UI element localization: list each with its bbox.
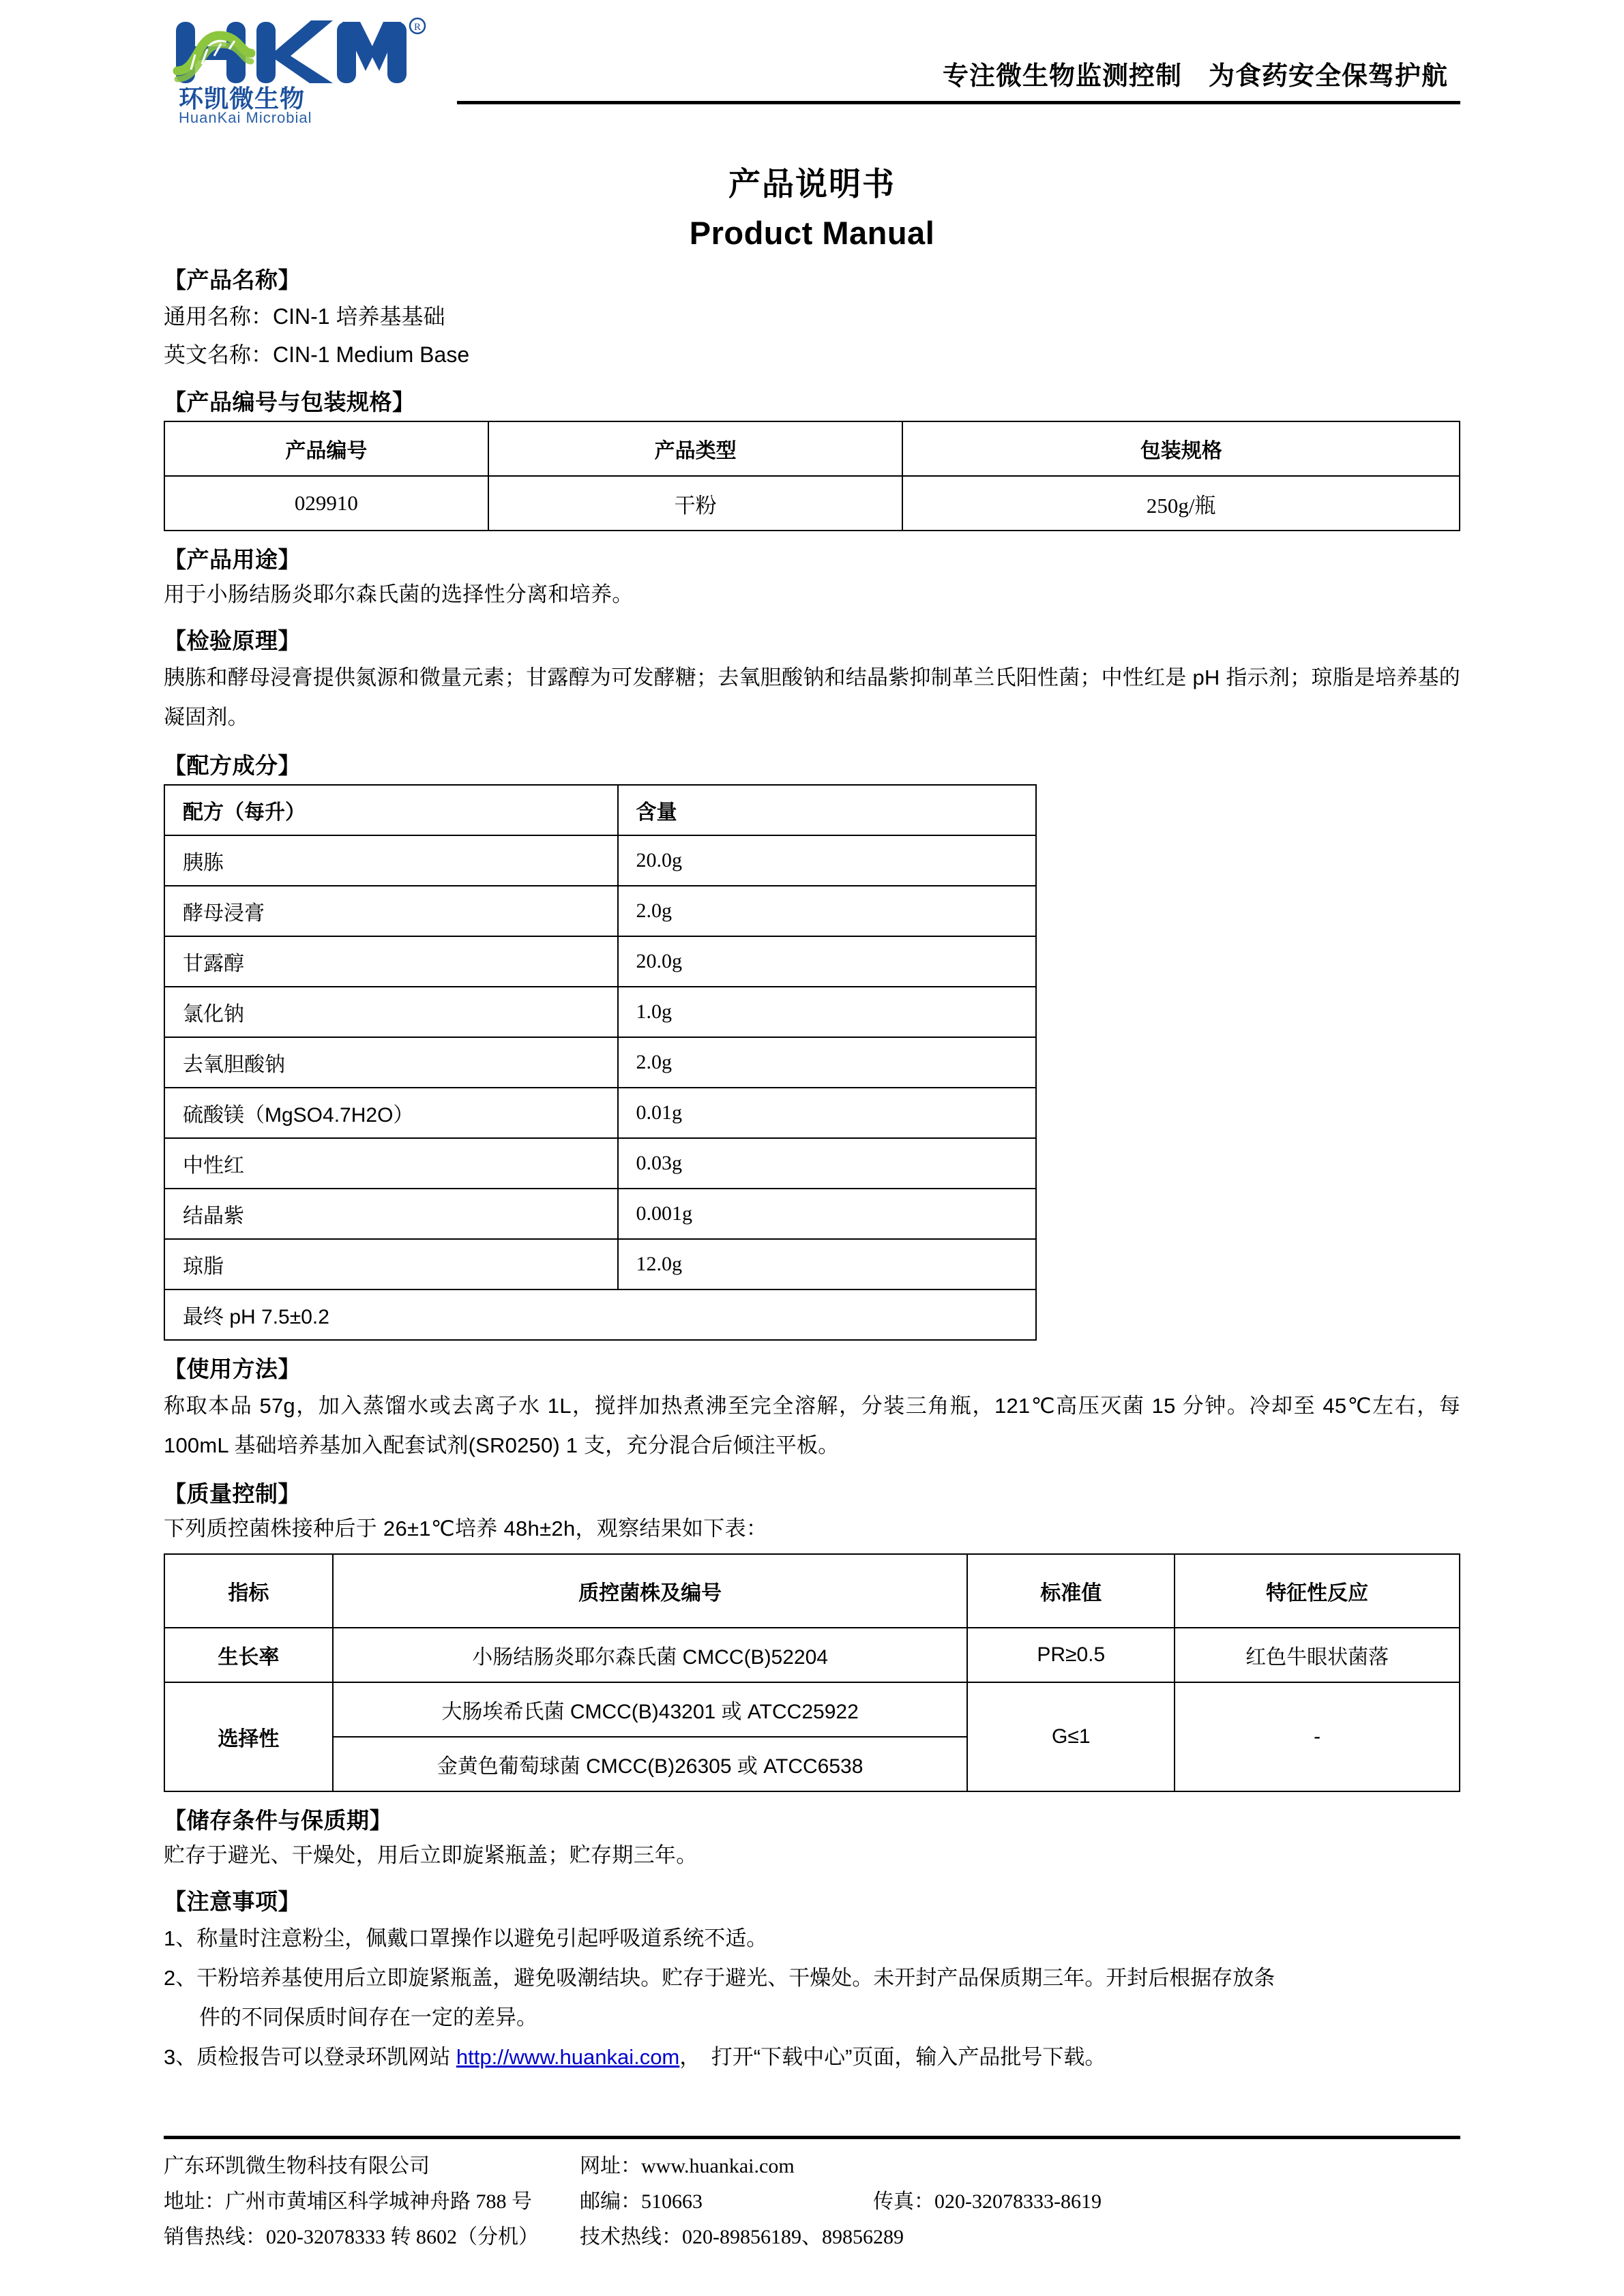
header-divider	[457, 101, 1460, 104]
table-row	[164, 936, 1036, 987]
section-heading-usage: 【使用方法】	[164, 1356, 301, 1382]
table-row	[164, 987, 1036, 1037]
page-title-en: Product Manual	[689, 215, 935, 251]
section-heading-principle: 【检验原理】	[164, 628, 301, 653]
qc-col-reaction: 特征性反应	[1175, 1554, 1460, 1628]
section-heading-notes: 【注意事项】	[164, 1889, 301, 1914]
section-heading-spec: 【产品编号与包装规格】	[164, 389, 415, 415]
section-heading-storage: 【储存条件与保质期】	[164, 1808, 392, 1833]
footer-tech-hotline: 技术热线：020-89856189、89856289	[580, 2226, 904, 2248]
formula-amount: 1.0g	[618, 987, 1036, 1037]
section-heading-product-name: 【产品名称】	[164, 267, 301, 293]
formula-name: 硫酸镁（MgSO4.7H2O）	[164, 1088, 618, 1138]
generic-name-label: 通用名称：	[164, 304, 274, 329]
table-row	[164, 1682, 1460, 1737]
footer-divider	[164, 2136, 1460, 2139]
formula-name: 结晶紫	[164, 1189, 618, 1239]
footer-company: 广东环凯微生物科技有限公司	[164, 2155, 430, 2177]
page-footer	[164, 2136, 1460, 2255]
formula-name: 胰胨	[164, 835, 618, 886]
qc-strain-growth: 小肠结肠炎耶尔森氏菌 CMCC(B)52204	[333, 1628, 968, 1682]
note-number: 2、	[164, 1966, 197, 1990]
formula-name: 去氧胆酸钠	[164, 1037, 618, 1088]
note-number: 1、	[164, 1926, 197, 1950]
formula-name: 酵母浸膏	[164, 886, 618, 936]
spec-col-package: 包装规格	[902, 421, 1460, 476]
table-row	[164, 1088, 1036, 1138]
formula-amount: 0.001g	[618, 1189, 1036, 1239]
table-row	[164, 1239, 1036, 1289]
note-number: 3、	[164, 2045, 197, 2069]
formula-amount: 20.0g	[618, 835, 1036, 886]
table-row	[164, 835, 1036, 886]
spec-table	[164, 421, 1460, 531]
svg-text:R: R	[413, 22, 422, 33]
note-item-2	[164, 1958, 1460, 2038]
qc-strain-ecoli: 大肠埃希氏菌 CMCC(B)43201 或 ATCC25922	[333, 1682, 968, 1737]
usage-text: 称取本品 57g，加入蒸馏水或去离子水 1L，搅拌加热煮沸至完全溶解，分装三角瓶，121℃高压灭菌 15 分钟。冷却至 45℃左右，每 100mL 基础培养基加入配套试剂(SR0250) 1 支，充分混合后倾注平板。	[164, 1394, 1460, 1457]
qc-col-standard: 标准值	[967, 1554, 1175, 1628]
note-text-continued: 件的不同保质时间存在一定的差异。	[199, 2006, 537, 2029]
company-logo	[171, 14, 471, 126]
qc-index-selectivity: 选择性	[164, 1682, 333, 1791]
english-name-value: CIN-1 Medium Base	[273, 342, 470, 367]
table-row	[164, 1628, 1460, 1682]
formula-amount: 0.01g	[618, 1088, 1036, 1138]
formula-col-amount: 含量	[618, 785, 1036, 835]
page-header	[164, 0, 1460, 126]
qc-index-growth: 生长率	[164, 1628, 333, 1682]
note-text-before-link: 质检报告可以登录环凯网站	[196, 2045, 456, 2069]
table-row	[164, 476, 1460, 531]
qc-col-index: 指标	[164, 1554, 333, 1628]
footer-postcode: 邮编：510663	[580, 2190, 703, 2213]
section-heading-purpose: 【产品用途】	[164, 547, 301, 572]
storage-text: 贮存于避光、干燥处，用后立即旋紧瓶盖；贮存期三年。	[164, 1843, 698, 1867]
formula-col-name: 配方（每升）	[164, 785, 618, 835]
svg-text:HuanKai Microbial: HuanKai Microbial	[179, 109, 312, 126]
formula-amount: 2.0g	[618, 886, 1036, 936]
table-row	[164, 1037, 1036, 1088]
qc-table-header-row	[164, 1554, 1460, 1628]
spec-table-header-row	[164, 421, 1460, 476]
formula-amount: 20.0g	[618, 936, 1036, 987]
formula-table-header-row	[164, 785, 1036, 835]
quality-control-table	[164, 1553, 1460, 1792]
huankai-website-link[interactable]: http://www.huankai.com	[456, 2045, 680, 2069]
footer-address: 地址：广州市黄埔区科学城神舟路 788 号	[164, 2190, 532, 2213]
note-text-after-link: ， 打开“下载中心”页面，输入产品批号下载。	[679, 2045, 1106, 2069]
formula-final-ph: 最终 pH 7.5±0.2	[164, 1289, 1036, 1340]
page-title-cn: 产品说明书	[728, 166, 896, 202]
header-tagline: 专注微生物监测控制 为食药安全保驾护航	[942, 62, 1448, 91]
formula-table	[164, 784, 1037, 1341]
footer-fax: 传真：020-32078333-8619	[873, 2190, 1102, 2213]
spec-col-type: 产品类型	[488, 421, 903, 476]
quality-intro: 下列质控菌株接种后于 26±1℃培养 48h±2h，观察结果如下表：	[164, 1517, 768, 1540]
formula-amount: 2.0g	[618, 1037, 1036, 1088]
spec-value-package: 250g/瓶	[902, 476, 1460, 531]
hkm-logo-icon	[171, 14, 471, 126]
footer-sales-hotline: 销售热线：020-32078333 转 8602（分机）	[164, 2226, 539, 2248]
footer-postcode-fax-row	[580, 2184, 1460, 2220]
qc-standard-growth: PR≥0.5	[967, 1628, 1175, 1682]
section-heading-formula: 【配方成分】	[164, 753, 301, 778]
qc-col-strain: 质控菌株及编号	[333, 1554, 968, 1628]
formula-name: 中性红	[164, 1138, 618, 1189]
table-row	[164, 1189, 1036, 1239]
formula-name: 琼脂	[164, 1239, 618, 1289]
qc-strain-saureus: 金黄色葡萄球菌 CMCC(B)26305 或 ATCC6538	[333, 1737, 968, 1791]
note-text: 称量时注意粉尘，佩戴口罩操作以避免引起呼吸道系统不适。	[196, 1926, 768, 1950]
principle-text: 胰胨和酵母浸膏提供氮源和微量元素；甘露醇为可发酵糖；去氧胆酸钠和结晶紫抑制革兰氏阳性菌；中性红是 pH 指示剂；琼脂是培养基的凝固剂。	[164, 666, 1460, 729]
svg-text:环凯微生物: 环凯微生物	[179, 85, 306, 113]
spec-col-code: 产品编号	[164, 421, 488, 476]
formula-name: 甘露醇	[164, 936, 618, 987]
footer-right-column	[580, 2149, 1460, 2255]
table-row	[164, 1138, 1036, 1189]
footer-website: 网址：www.huankai.com	[580, 2155, 795, 2177]
note-item-1	[164, 1919, 1460, 1958]
purpose-text: 用于小肠结肠炎耶尔森氏菌的选择性分离和培养。	[164, 582, 634, 606]
spec-value-code: 029910	[164, 476, 488, 531]
footer-grid	[164, 2149, 1460, 2255]
qc-reaction-growth: 红色牛眼状菌落	[1175, 1628, 1460, 1682]
spec-value-type: 干粉	[488, 476, 903, 531]
formula-name: 氯化钠	[164, 987, 618, 1037]
english-name-row	[164, 336, 1460, 374]
note-text: 干粉培养基使用后立即旋紧瓶盖，避免吸潮结块。贮存于避光、干燥处。未开封产品保质期三年。开封后根据存放条	[196, 1966, 1275, 1990]
note-item-3	[164, 2038, 1460, 2077]
footer-left-column	[164, 2149, 580, 2255]
qc-reaction-selectivity: -	[1175, 1682, 1460, 1791]
generic-name-value: CIN-1 培养基基础	[273, 304, 445, 329]
formula-amount: 0.03g	[618, 1138, 1036, 1189]
table-row-ph	[164, 1289, 1036, 1340]
section-heading-quality: 【质量控制】	[164, 1481, 301, 1506]
generic-name-row	[164, 297, 1460, 336]
table-row	[164, 886, 1036, 936]
english-name-label: 英文名称：	[164, 342, 274, 367]
header-tagline-wrap	[457, 55, 1460, 92]
qc-standard-selectivity: G≤1	[967, 1682, 1175, 1791]
formula-amount: 12.0g	[618, 1239, 1036, 1289]
